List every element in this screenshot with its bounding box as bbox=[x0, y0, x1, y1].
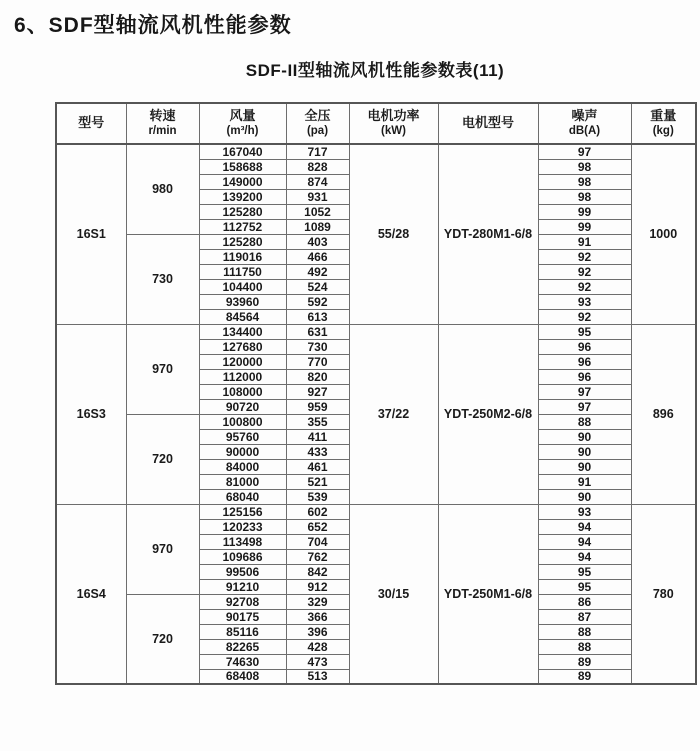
noise-cell: 88 bbox=[538, 414, 631, 429]
airflow-cell: 81000 bbox=[199, 474, 286, 489]
noise-cell: 86 bbox=[538, 594, 631, 609]
noise-cell: 90 bbox=[538, 459, 631, 474]
noise-cell: 93 bbox=[538, 504, 631, 519]
weight-cell: 780 bbox=[631, 504, 696, 684]
pressure-cell: 652 bbox=[286, 519, 349, 534]
noise-cell: 96 bbox=[538, 369, 631, 384]
pressure-cell: 403 bbox=[286, 234, 349, 249]
pressure-cell: 931 bbox=[286, 189, 349, 204]
pressure-cell: 602 bbox=[286, 504, 349, 519]
noise-cell: 98 bbox=[538, 159, 631, 174]
pressure-cell: 874 bbox=[286, 174, 349, 189]
pressure-cell: 492 bbox=[286, 264, 349, 279]
pressure-cell: 730 bbox=[286, 339, 349, 354]
model-cell: 16S4 bbox=[56, 504, 126, 684]
airflow-cell: 167040 bbox=[199, 144, 286, 159]
pressure-cell: 631 bbox=[286, 324, 349, 339]
noise-cell: 90 bbox=[538, 429, 631, 444]
pressure-cell: 592 bbox=[286, 294, 349, 309]
table-subtitle: SDF-II型轴流风机性能参数表(11) bbox=[245, 61, 505, 80]
airflow-cell: 100800 bbox=[199, 414, 286, 429]
noise-cell: 90 bbox=[538, 444, 631, 459]
pressure-cell: 473 bbox=[286, 654, 349, 669]
pressure-cell: 613 bbox=[286, 309, 349, 324]
airflow-cell: 158688 bbox=[199, 159, 286, 174]
airflow-cell: 113498 bbox=[199, 534, 286, 549]
header-noise: 噪声 dB(A) bbox=[538, 103, 631, 144]
airflow-cell: 120000 bbox=[199, 354, 286, 369]
airflow-cell: 112752 bbox=[199, 219, 286, 234]
airflow-cell: 82265 bbox=[199, 639, 286, 654]
pressure-cell: 466 bbox=[286, 249, 349, 264]
pressure-cell: 428 bbox=[286, 639, 349, 654]
motor-cell: YDT-250M1-6/8 bbox=[438, 504, 538, 684]
speed-cell: 720 bbox=[126, 594, 199, 684]
airflow-cell: 68040 bbox=[199, 489, 286, 504]
motor-cell: YDT-280M1-6/8 bbox=[438, 144, 538, 324]
noise-cell: 98 bbox=[538, 189, 631, 204]
airflow-cell: 127680 bbox=[199, 339, 286, 354]
noise-cell: 92 bbox=[538, 249, 631, 264]
noise-cell: 95 bbox=[538, 579, 631, 594]
power-cell: 37/22 bbox=[349, 324, 438, 504]
pressure-cell: 927 bbox=[286, 384, 349, 399]
airflow-cell: 90000 bbox=[199, 444, 286, 459]
airflow-cell: 74630 bbox=[199, 654, 286, 669]
airflow-cell: 99506 bbox=[199, 564, 286, 579]
pressure-cell: 912 bbox=[286, 579, 349, 594]
airflow-cell: 149000 bbox=[199, 174, 286, 189]
pressure-cell: 820 bbox=[286, 369, 349, 384]
table-row bbox=[56, 504, 696, 519]
pressure-cell: 539 bbox=[286, 489, 349, 504]
noise-cell: 97 bbox=[538, 399, 631, 414]
pressure-cell: 513 bbox=[286, 669, 349, 684]
noise-cell: 97 bbox=[538, 384, 631, 399]
pressure-cell: 433 bbox=[286, 444, 349, 459]
airflow-cell: 84000 bbox=[199, 459, 286, 474]
noise-cell: 87 bbox=[538, 609, 631, 624]
pressure-cell: 524 bbox=[286, 279, 349, 294]
pressure-cell: 828 bbox=[286, 159, 349, 174]
pressure-cell: 329 bbox=[286, 594, 349, 609]
airflow-cell: 93960 bbox=[199, 294, 286, 309]
airflow-cell: 109686 bbox=[199, 549, 286, 564]
noise-cell: 91 bbox=[538, 474, 631, 489]
pressure-cell: 1052 bbox=[286, 204, 349, 219]
airflow-cell: 125280 bbox=[199, 234, 286, 249]
header-airflow: 风量 (m³/h) bbox=[199, 103, 286, 144]
noise-cell: 94 bbox=[538, 549, 631, 564]
header-power: 电机功率 (kW) bbox=[349, 103, 438, 144]
power-cell: 55/28 bbox=[349, 144, 438, 324]
airflow-cell: 125280 bbox=[199, 204, 286, 219]
noise-cell: 96 bbox=[538, 354, 631, 369]
speed-cell: 980 bbox=[126, 144, 199, 234]
pressure-cell: 396 bbox=[286, 624, 349, 639]
model-cell: 16S3 bbox=[56, 324, 126, 504]
airflow-cell: 119016 bbox=[199, 249, 286, 264]
noise-cell: 99 bbox=[538, 219, 631, 234]
noise-cell: 99 bbox=[538, 204, 631, 219]
noise-cell: 88 bbox=[538, 639, 631, 654]
noise-cell: 92 bbox=[538, 309, 631, 324]
noise-cell: 90 bbox=[538, 489, 631, 504]
airflow-cell: 125156 bbox=[199, 504, 286, 519]
noise-cell: 92 bbox=[538, 279, 631, 294]
noise-cell: 89 bbox=[538, 669, 631, 684]
noise-cell: 94 bbox=[538, 534, 631, 549]
airflow-cell: 91210 bbox=[199, 579, 286, 594]
table-header bbox=[56, 103, 696, 144]
noise-cell: 89 bbox=[538, 654, 631, 669]
pressure-cell: 959 bbox=[286, 399, 349, 414]
airflow-cell: 139200 bbox=[199, 189, 286, 204]
airflow-cell: 95760 bbox=[199, 429, 286, 444]
pressure-cell: 717 bbox=[286, 144, 349, 159]
pressure-cell: 762 bbox=[286, 549, 349, 564]
airflow-cell: 108000 bbox=[199, 384, 286, 399]
airflow-cell: 84564 bbox=[199, 309, 286, 324]
airflow-cell: 120233 bbox=[199, 519, 286, 534]
table-row bbox=[56, 324, 696, 339]
airflow-cell: 90175 bbox=[199, 609, 286, 624]
pressure-cell: 411 bbox=[286, 429, 349, 444]
power-cell: 30/15 bbox=[349, 504, 438, 684]
noise-cell: 95 bbox=[538, 564, 631, 579]
airflow-cell: 92708 bbox=[199, 594, 286, 609]
noise-cell: 92 bbox=[538, 264, 631, 279]
noise-cell: 97 bbox=[538, 144, 631, 159]
header-model: 型号 bbox=[56, 103, 126, 144]
weight-cell: 1000 bbox=[631, 144, 696, 324]
pressure-cell: 355 bbox=[286, 414, 349, 429]
noise-cell: 93 bbox=[538, 294, 631, 309]
airflow-cell: 90720 bbox=[199, 399, 286, 414]
noise-cell: 96 bbox=[538, 339, 631, 354]
pressure-cell: 842 bbox=[286, 564, 349, 579]
speed-cell: 970 bbox=[126, 504, 199, 594]
airflow-cell: 68408 bbox=[199, 669, 286, 684]
pressure-cell: 770 bbox=[286, 354, 349, 369]
noise-cell: 94 bbox=[538, 519, 631, 534]
table-row bbox=[56, 144, 696, 159]
speed-cell: 720 bbox=[126, 414, 199, 504]
pressure-cell: 704 bbox=[286, 534, 349, 549]
noise-cell: 95 bbox=[538, 324, 631, 339]
motor-cell: YDT-250M2-6/8 bbox=[438, 324, 538, 504]
fan-performance-table bbox=[55, 102, 697, 685]
airflow-cell: 112000 bbox=[199, 369, 286, 384]
table-body bbox=[56, 144, 696, 684]
model-cell: 16S1 bbox=[56, 144, 126, 324]
airflow-cell: 85116 bbox=[199, 624, 286, 639]
pressure-cell: 366 bbox=[286, 609, 349, 624]
airflow-cell: 134400 bbox=[199, 324, 286, 339]
page-title: 6、SDF型轴流风机性能参数 bbox=[14, 14, 292, 37]
noise-cell: 98 bbox=[538, 174, 631, 189]
weight-cell: 896 bbox=[631, 324, 696, 504]
noise-cell: 91 bbox=[538, 234, 631, 249]
pressure-cell: 461 bbox=[286, 459, 349, 474]
header-speed: 转速 r/min bbox=[126, 103, 199, 144]
noise-cell: 88 bbox=[538, 624, 631, 639]
header-row bbox=[56, 103, 696, 144]
speed-cell: 730 bbox=[126, 234, 199, 324]
header-weight: 重量 (kg) bbox=[631, 103, 696, 144]
header-pressure: 全压 (pa) bbox=[286, 103, 349, 144]
airflow-cell: 111750 bbox=[199, 264, 286, 279]
header-motor-model: 电机型号 bbox=[438, 103, 538, 144]
pressure-cell: 1089 bbox=[286, 219, 349, 234]
pressure-cell: 521 bbox=[286, 474, 349, 489]
airflow-cell: 104400 bbox=[199, 279, 286, 294]
speed-cell: 970 bbox=[126, 324, 199, 414]
